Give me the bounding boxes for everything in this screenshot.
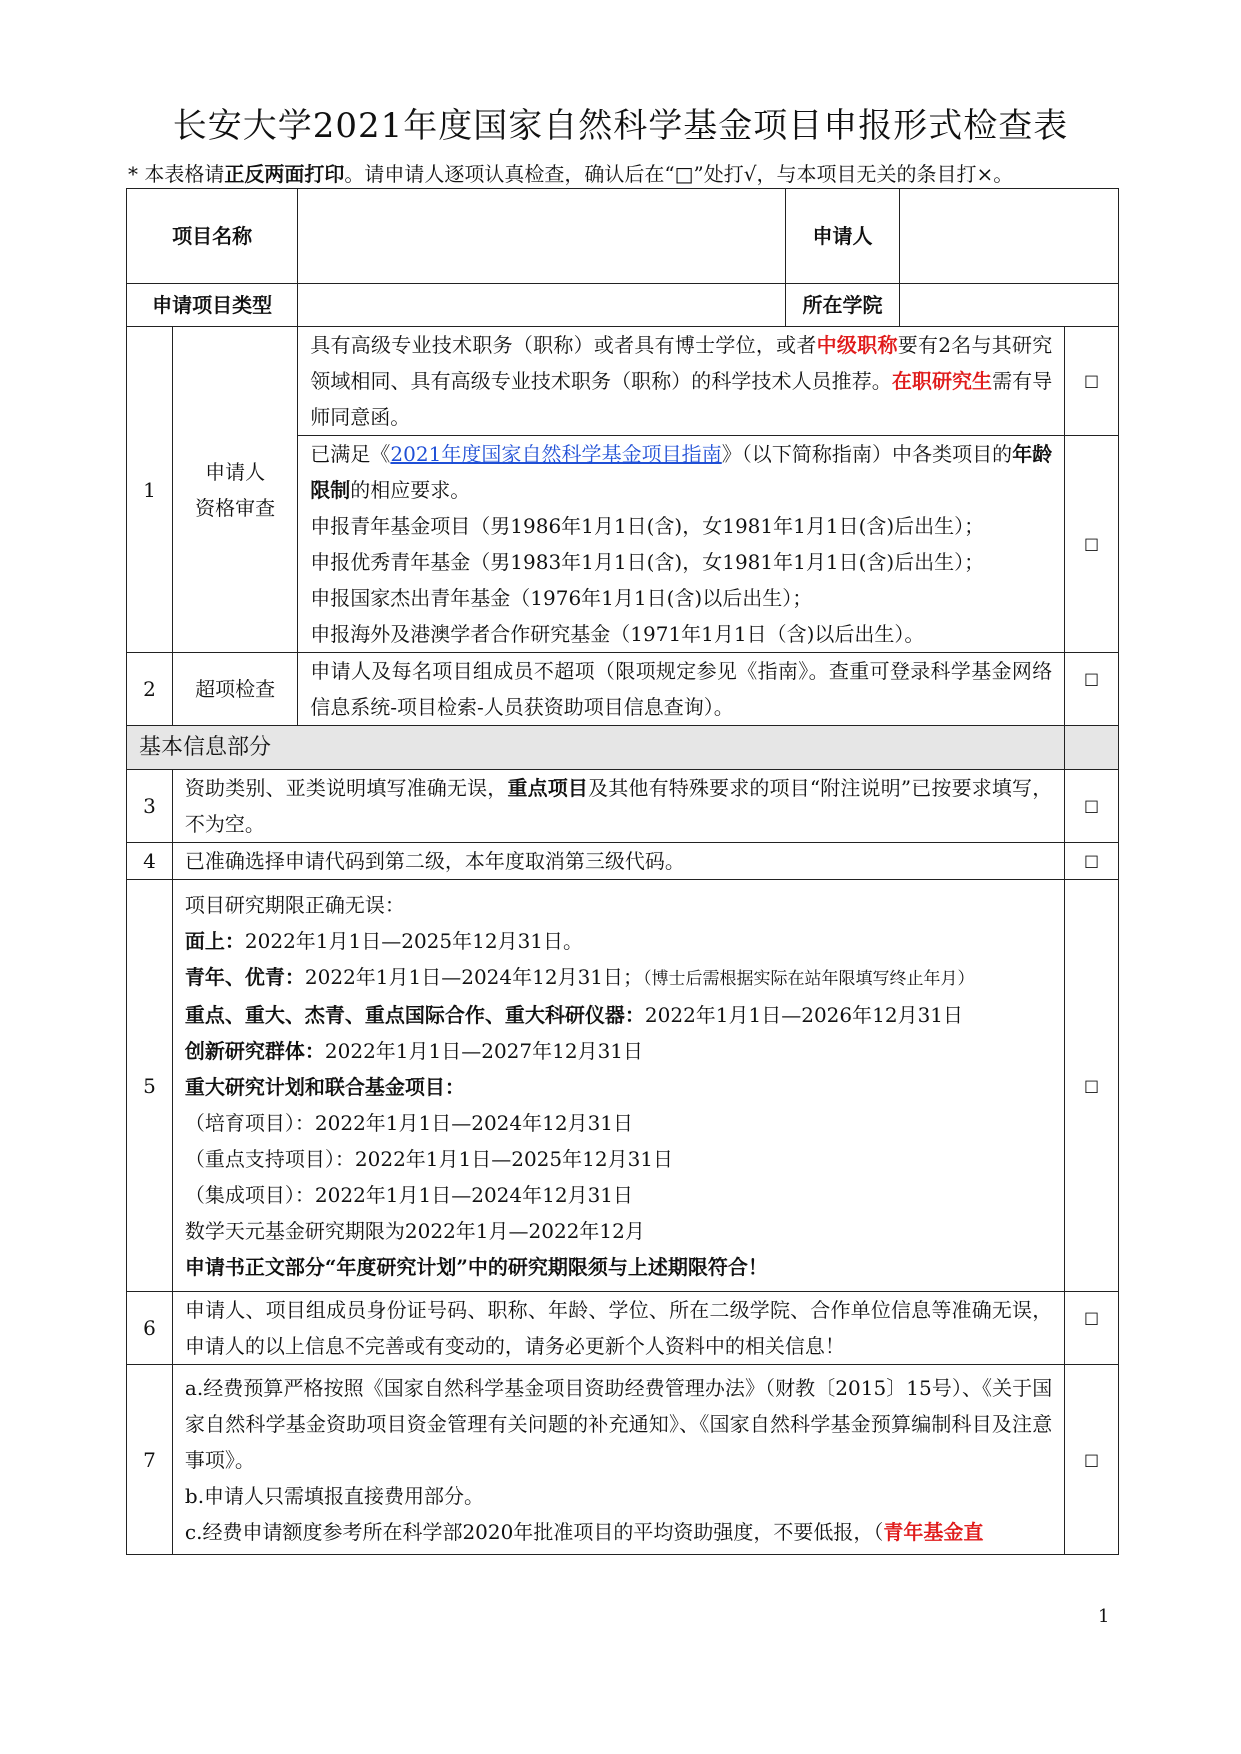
table-row <box>127 880 1119 1292</box>
checkbox[interactable]: □ <box>1065 436 1119 653</box>
project-name-label: 项目名称 <box>127 189 298 284</box>
row-category: 超项检查 <box>172 653 297 726</box>
table-row <box>127 653 1119 726</box>
header-row-project <box>127 189 1119 284</box>
guide-link[interactable]: 2021年度国家自然科学基金项目指南 <box>390 442 722 466</box>
row-number: 6 <box>127 1292 173 1365</box>
row-category: 申请人 资格审查 <box>172 327 297 653</box>
section-title: 基本信息部分 <box>127 726 1065 770</box>
checkbox[interactable]: □ <box>1065 1292 1119 1365</box>
checkbox[interactable]: □ <box>1065 1365 1119 1555</box>
checkbox[interactable]: □ <box>1065 770 1119 843</box>
row-content: 项目研究期限正确无误： 面上：2022年1月1日—2025年12月31日。 青年、优青：2022年1月1日—2024年12月31日；（博士后需根据实际在站年限填写终止年月） 重点、重大、杰青、重点国际合作、重大科研仪器：2022年1月1日—2026年12月31日 创新研究群体：2022年1月1日—2027年12月31日 重大研究计划和联合基金项目： （培育项目）：2022年1月1日—2024年12月31日 （重点支持项目）：2022年1月1日—2025年12月31日 （集成项目）：2022年1月1日—2024年12月31日 数学天元基金研究期限为2022年1月—2022年12月 申请书正文部分“年度研究计划”中的研究期限须与上述期限符合！ <box>172 880 1064 1292</box>
table-row <box>127 1292 1119 1365</box>
checkbox[interactable]: □ <box>1065 327 1119 436</box>
section-blank <box>1065 726 1119 770</box>
table-row <box>127 843 1119 880</box>
college-label: 所在学院 <box>786 284 899 327</box>
project-type-label: 申请项目类型 <box>127 284 298 327</box>
row-number: 4 <box>127 843 173 880</box>
row-content: 已满足《2021年度国家自然科学基金项目指南》（以下简称指南）中各类项目的年龄限制的相应要求。 申报青年基金项目（男1986年1月1日(含)，女1981年1月1日(含)后出生）； 申报优秀青年基金（男1983年1月1日(含)，女1981年1月1日(含)后出生）； 申报国家杰出青年基金（1976年1月1日(含)以后出生）； 申报海外及港澳学者合作研究基金（1971年1月1日（含)以后出生）。 <box>298 436 1065 653</box>
header-row-type <box>127 284 1119 327</box>
check-table <box>126 188 1119 1555</box>
row-content: a.经费预算严格按照《国家自然科学基金项目资助经费管理办法》（财教〔2015〕15号）、《关于国家自然科学基金资助项目资金管理有关问题的补充通知》、《国家自然科学基金预算编制科目及注意事项》。 b.申请人只需填报直接费用部分。 c.经费申请额度参考所在科学部2020年批准项目的平均资助强度，不要低报，（青年基金直 <box>172 1365 1064 1555</box>
row-number: 5 <box>127 880 173 1292</box>
project-type-field[interactable] <box>298 284 786 327</box>
row-content: 具有高级专业技术职务（职称）或者具有博士学位，或者中级职称要有2名与其研究领域相同、具有高级专业技术职务（职称）的科学技术人员推荐。在职研究生需有导师同意函。 <box>298 327 1065 436</box>
page-number: 1 <box>1098 1606 1110 1627</box>
row-content: 资助类别、亚类说明填写准确无误，重点项目及其他有特殊要求的项目“附注说明”已按要求填写，不为空。 <box>172 770 1064 843</box>
checkbox[interactable]: □ <box>1065 880 1119 1292</box>
project-name-field[interactable] <box>298 189 786 284</box>
row-number: 7 <box>127 1365 173 1555</box>
row-number: 1 <box>127 327 173 653</box>
college-field[interactable] <box>899 284 1118 327</box>
row-number: 3 <box>127 770 173 843</box>
section-row <box>127 726 1119 770</box>
page-title: 长安大学2021年度国家自然科学基金项目申报形式检查表 <box>172 106 1069 146</box>
instruction-line: * 本表格请正反两面打印。请申请人逐项认真检查，确认后在“□”处打√，与本项目无关的条目打×。 <box>128 162 1014 186</box>
instruction-emphasis: 正反两面打印 <box>224 162 345 186</box>
row-content: 申请人、项目组成员身份证号码、职称、年龄、学位、所在二级学院、合作单位信息等准确无误，申请人的以上信息不完善或有变动的，请务必更新个人资料中的相关信息！ <box>172 1292 1064 1365</box>
applicant-label: 申请人 <box>786 189 899 284</box>
row-content: 申请人及每名项目组成员不超项（限项规定参见《指南》。查重可登录科学基金网络信息系统-项目检索-人员获资助项目信息查询）。 <box>298 653 1065 726</box>
row-content: 已准确选择申请代码到第二级，本年度取消第三级代码。 <box>172 843 1064 880</box>
table-row <box>127 327 1119 436</box>
applicant-field[interactable] <box>899 189 1118 284</box>
checkbox[interactable]: □ <box>1065 843 1119 880</box>
table-row <box>127 770 1119 843</box>
table-row <box>127 1365 1119 1555</box>
checkbox[interactable]: □ <box>1065 653 1119 726</box>
row-number: 2 <box>127 653 173 726</box>
